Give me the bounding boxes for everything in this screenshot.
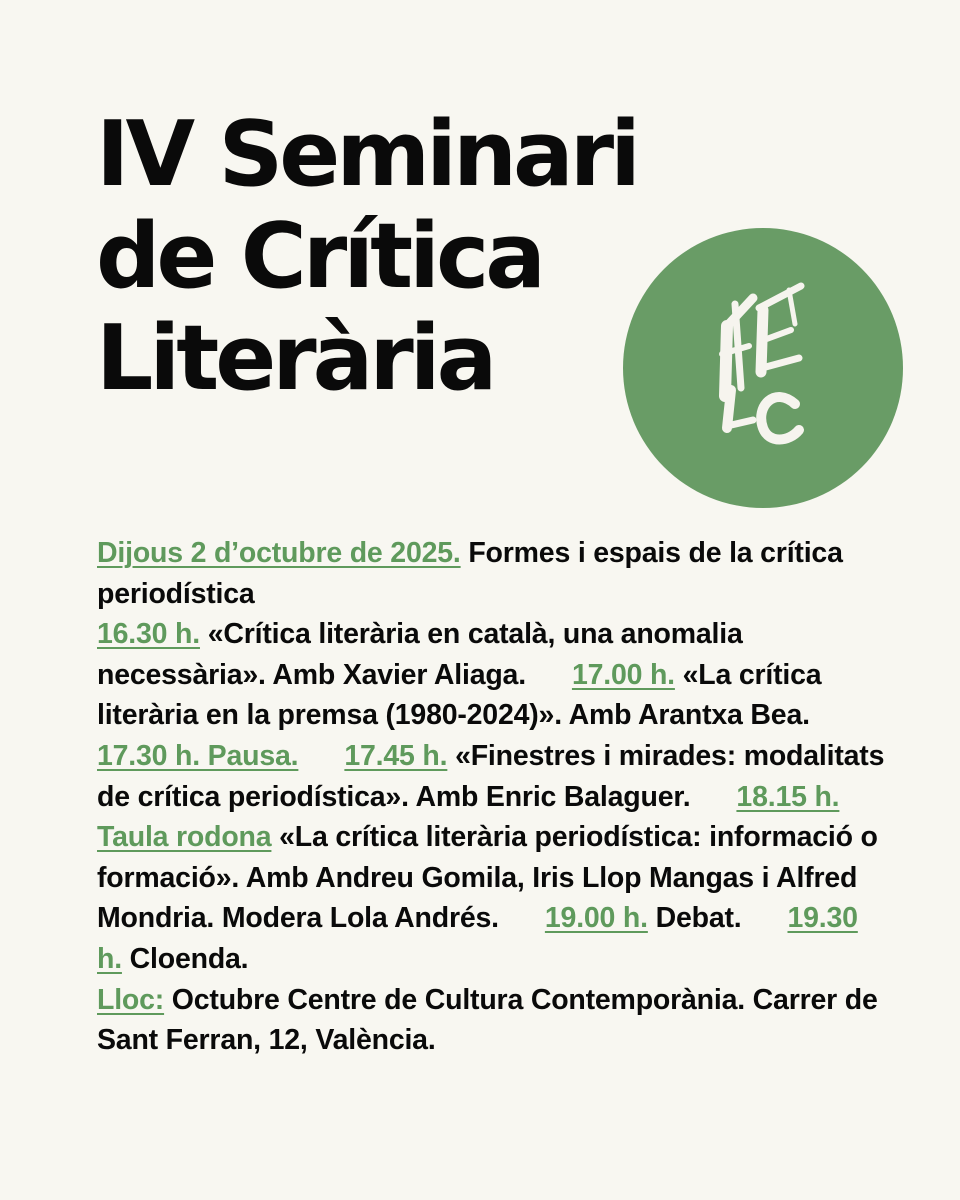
program-item-text: «Crítica literària en català, una anomalia necessària». Amb Xavier Aliaga. xyxy=(97,618,743,691)
program-item-label: Taula rodona xyxy=(97,821,272,854)
program-text xyxy=(97,533,887,1061)
place-text: Octubre Centre de Cultura Contemporània. Carrer de Sant Ferran, 12, València. xyxy=(97,983,878,1057)
program-item-time: 17.00 h. xyxy=(571,658,675,691)
program-item-time: 19.30 h. xyxy=(97,902,858,975)
aelc-logo xyxy=(623,228,903,508)
program-item-time: 18.15 h. xyxy=(736,780,840,813)
program-item-text: Debat. xyxy=(655,902,742,935)
page-title xyxy=(96,104,637,410)
program-item-time: 17.45 h. xyxy=(344,739,448,772)
program-date: Dijous 2 d’octubre de 2025. xyxy=(97,537,461,569)
program-item-time: 19.00 h. xyxy=(544,902,648,935)
program-item-time: 16.30 h. xyxy=(97,618,200,651)
place-label: Lloc: xyxy=(97,983,165,1016)
program-item-text: «La crítica literària periodística: informació o formació». Amb Andreu Gomila, Iris Llop Mangas i Alfred Mondria. Modera Lola Andrés. xyxy=(97,821,878,935)
title-line-1: IV Seminari xyxy=(96,102,637,207)
program-item-time: 17.30 h. Pausa. xyxy=(97,739,299,772)
program-item-text: Cloenda. xyxy=(129,942,249,975)
aelc-logo-icon xyxy=(623,228,903,508)
program-theme: Formes i espais de la crítica periodística xyxy=(97,537,843,610)
title-line-2: de Crítica xyxy=(96,204,543,309)
title-line-3: Literària xyxy=(96,306,494,411)
program-item-text: «La crítica literària en la premsa (1980-2024)». Amb Arantxa Bea. xyxy=(97,658,822,732)
program-item-text: «Finestres i mirades: modalitats de crítica periodística». Amb Enric Balaguer. xyxy=(97,739,885,813)
